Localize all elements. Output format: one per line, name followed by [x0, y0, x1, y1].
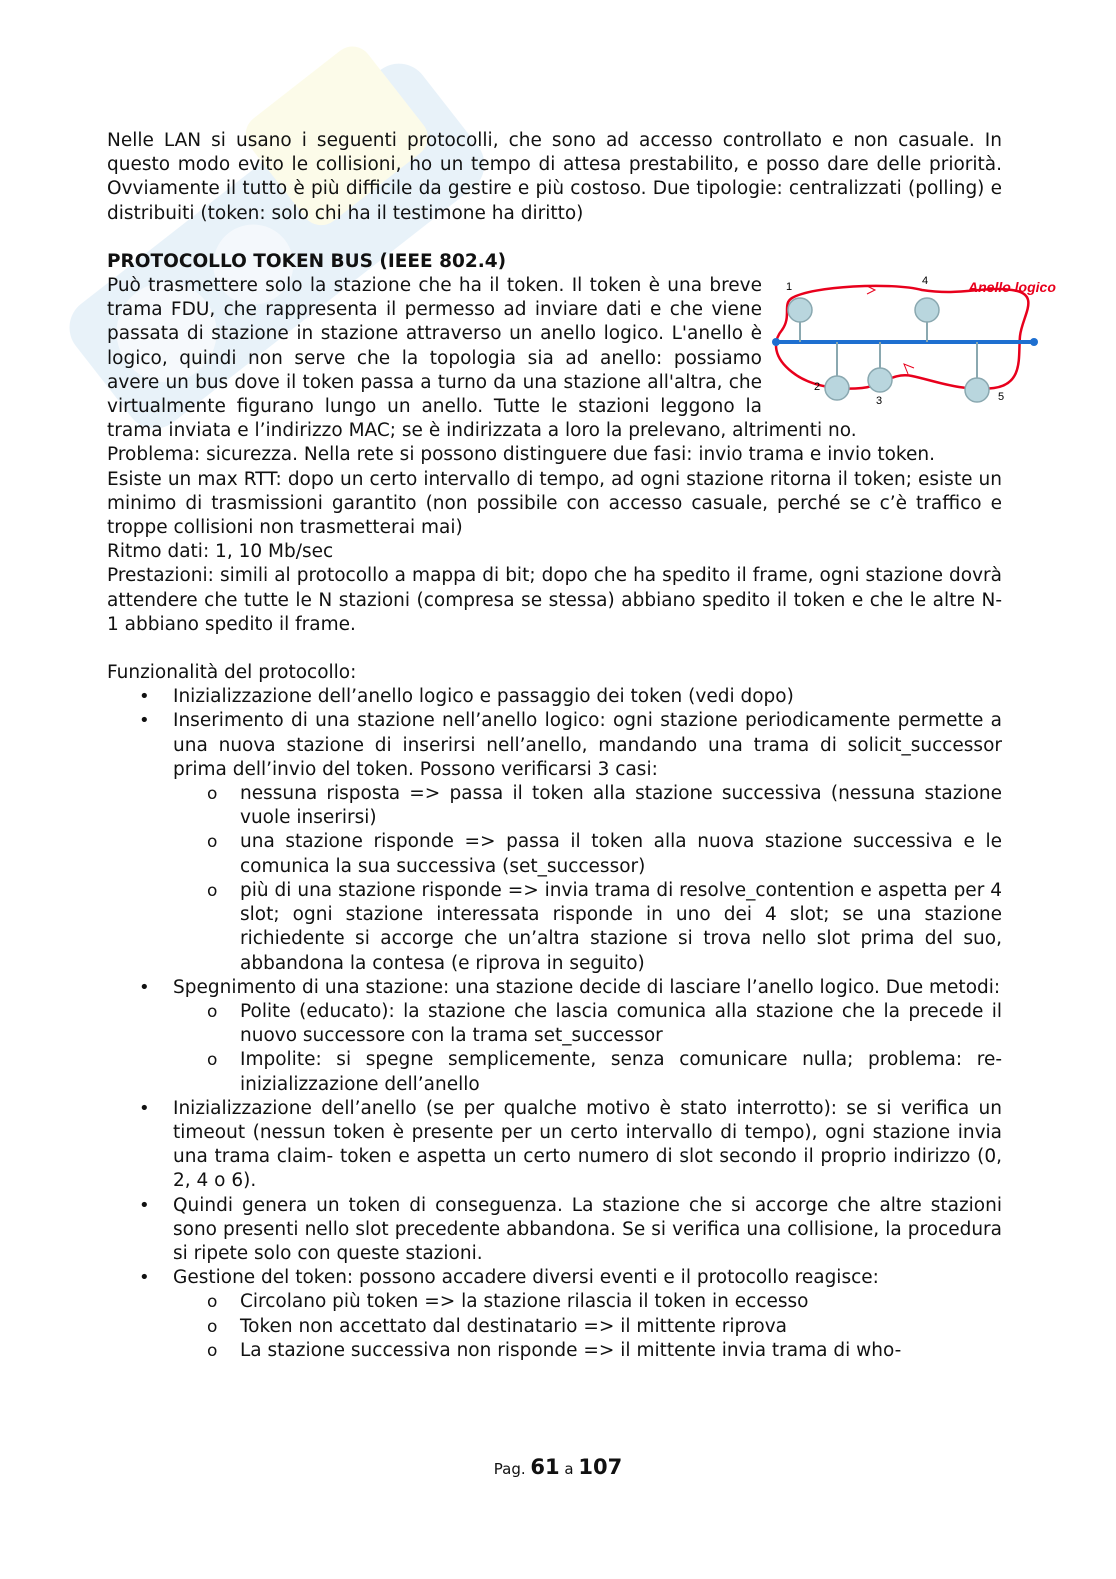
intro-paragraph: Nelle LAN si usano i seguenti protocolli, che sono ad accesso controllato e non casuale. In questo modo evito le collisioni, ho un tempo di attesa prestabilito, e posso dare delle priorità. Ovviamente il tutto è più difficile da gestire e più costoso. Due tipologie: centralizzati (polling) e distribuiti (token: solo chi ha il testimone ha diritto)	[107, 130, 1002, 224]
list-item: o La stazione successiva non risponde => il mittente invia trama di who-	[240, 1339, 1002, 1363]
list-item: • Inizializzazione dell’anello (se per qualche motivo è stato interrotto): se si verifica un timeout (nessun token è presente per un certo intervallo di tempo), ogni stazione invia una trama claim- token e aspetta un certo numero di slot secondo il proprio indirizzo (0, 2, 4 o 6).	[173, 1097, 1002, 1194]
station-node-5	[965, 378, 989, 402]
logical-ring-path	[776, 286, 1028, 389]
page-footer	[0, 1455, 1116, 1479]
footer-separator: a	[564, 1460, 574, 1478]
document-body	[107, 129, 1056, 1363]
list-item: o Token non accettato dal destinatario => il mittente riprova	[240, 1315, 1002, 1339]
list-item: o Impolite: si spegne semplicemente, senza comunicare nulla; problema: re-inizializzazione dell’anello	[240, 1048, 1002, 1096]
list-item: • Inizializzazione dell’anello logico e passaggio dei token (vedi dopo)	[173, 685, 1002, 709]
paragraph-token-intro: Può trasmettere solo la stazione che ha il token. Il token è una breve trama FDU, che rappresenta il permesso ad inviare dati e che viene passata di stazione in stazione attraverso un anello logico. L'anello è logico, quindi non serve che la topologia sia ad anello: possiamo avere un bus dove il token passa a turno da una stazione all'altra, che virtualmente figurano lungo un anello. Tutte le stazioni leggono la trama inviata e l’indirizzo MAC; se è indirizzata a loro la prelevano, altrimenti no.	[107, 275, 857, 442]
station-node-2	[825, 376, 849, 400]
paragraph-performance: Prestazioni: simili al protocollo a mappa di bit; dopo che ha spedito il frame, ogni stazione dovrà attendere che tutte le N stazioni (compresa se stessa) abbiano spedito il token e che le altre N-1 abbiano spedito il frame.	[107, 565, 1002, 635]
station-node-1	[788, 298, 812, 322]
footer-page-total: 107	[578, 1455, 623, 1479]
list-item: o nessuna risposta => passa il token alla stazione successiva (nessuna stazione vuole inserirsi)	[240, 782, 1002, 830]
station-label-2: 2	[814, 381, 821, 394]
bus-end-right	[1030, 338, 1038, 346]
station-node-4	[915, 298, 939, 322]
token-bus-figure	[772, 276, 1072, 404]
footer-prefix: Pag.	[493, 1460, 526, 1478]
station-label-1: 1	[786, 281, 793, 294]
functions-list	[107, 685, 1002, 1363]
bus-end-left	[772, 338, 780, 346]
list-item: • Inserimento di una stazione nell’anello logico: ogni stazione periodicamente permette a una nuova stazione di inserirsi nell’anello, mandando una trama di solicit_successor prima dell’invio del token. Possono verificarsi 3 casi: o nessuna risposta => passa il token alla stazione successiva (nessuna stazione vuole inserirsi) o una stazione risponde => passa il token alla nuova stazione successiva e le comunica la sua successiva (set_successor) o più di una stazione risponde => invia trama di resolve_contention e aspetta per 4 slot; ogni stazione interessata risponde in uno dei 4 slot; se una stazione richiedente si accorge che un’altra stazione si trova nello slot prima del suo, abbandona la contesa (e riprova in seguito)	[173, 709, 1002, 975]
ring-label: Anello logico	[968, 279, 1056, 296]
sublist-insertion	[173, 782, 1002, 976]
ring-arrow-top	[867, 286, 875, 294]
list-item: o una stazione risponde => passa il token alla nuova stazione successiva e le comunica la sua successiva (set_successor)	[240, 830, 1002, 878]
section-heading: PROTOCOLLO TOKEN BUS (IEEE 802.4)	[107, 250, 507, 272]
station-label-5: 5	[998, 391, 1005, 404]
functions-title: Funzionalità del protocollo:	[107, 662, 357, 684]
token-bus-diagram	[772, 276, 1072, 404]
list-item: o Polite (educato): la stazione che lascia comunica alla stazione che la precede il nuovo successore con la trama set_successor	[240, 1000, 1002, 1048]
paragraph-data-rate: Ritmo dati: 1, 10 Mb/sec	[107, 541, 334, 563]
paragraph-rtt: Esiste un max RTT: dopo un certo intervallo di tempo, ad ogni stazione ritorna il token; esiste un minimo di trasmissioni garantito (non possibile con accesso casuale, perché se c’è traffico e troppe collisioni non trasmetterai mai)	[107, 468, 1002, 539]
list-item: • Gestione del token: possono accadere diversi eventi e il protocollo reagisce: o Circolano più token => la stazione rilascia il token in eccesso o Token non accettato dal destinatario => il mittente riprova o La stazione successiva non risponde => il mittente invia trama di who-	[173, 1266, 1002, 1363]
footer-page-number: 61	[530, 1455, 560, 1479]
list-item: • Quindi genera un token di conseguenza. La stazione che si accorge che altre stazioni sono presenti nello slot precedente abbandona. Se si verifica una collisione, la procedura si ripete solo con queste stazioni.	[173, 1194, 1002, 1267]
paragraph-problem: Problema: sicurezza. Nella rete si possono distinguere due fasi: invio trama e invio token.	[107, 444, 935, 466]
list-item: • Spegnimento di una stazione: una stazione decide di lasciare l’anello logico. Due metodi: o Polite (educato): la stazione che lascia comunica alla stazione che la precede il nuovo successore con la trama set_successor o Impolite: si spegne semplicemente, senza comunicare nulla; problema: re-inizializzazione dell’anello	[173, 976, 1002, 1097]
sublist-shutdown	[173, 1000, 1002, 1097]
ring-arrow-bottom	[904, 364, 914, 374]
list-item: o Circolano più token => la stazione rilascia il token in eccesso	[240, 1290, 1002, 1314]
station-label-3: 3	[876, 395, 883, 405]
sublist-token-management	[173, 1290, 1002, 1363]
station-label-4: 4	[922, 276, 929, 288]
list-item: o più di una stazione risponde => invia trama di resolve_contention e aspetta per 4 slot; ogni stazione interessata risponde in uno dei 4 slot; se una stazione richiedente si accorge che un’altra stazione si trova nello slot prima del suo, abbandona la contesa (e riprova in seguito)	[240, 879, 1002, 976]
station-node-3	[868, 368, 892, 392]
